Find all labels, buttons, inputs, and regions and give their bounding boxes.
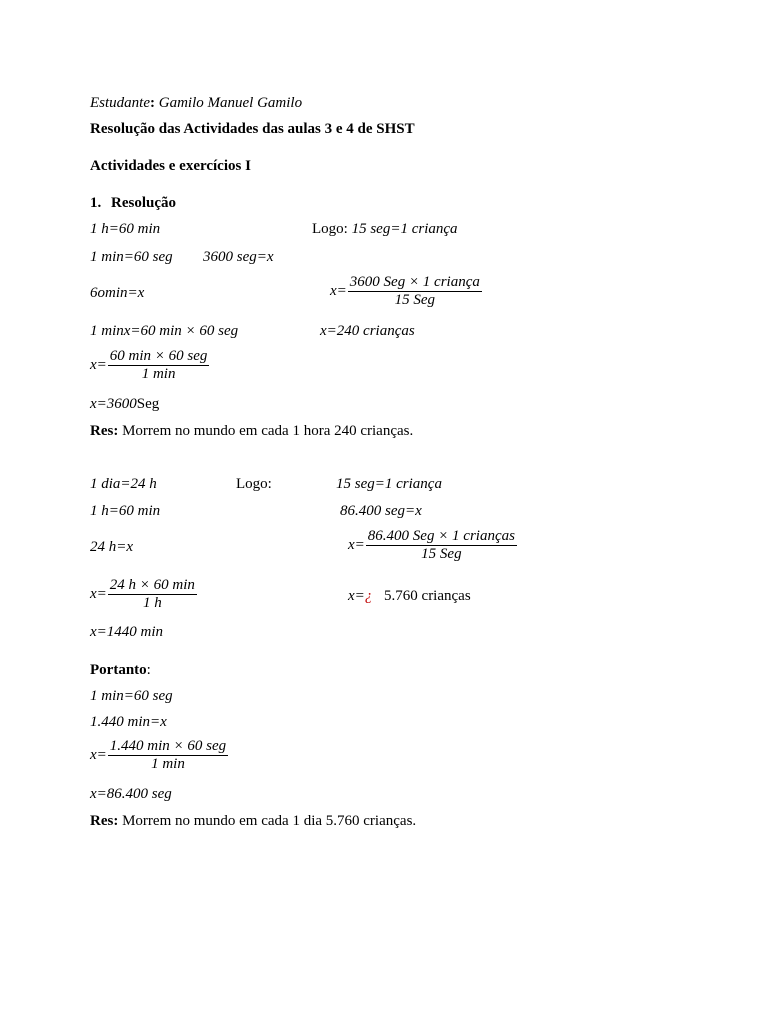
item-number: 1. <box>90 195 102 211</box>
p2-eq5: x=1440 min <box>90 624 164 640</box>
p3-result <box>90 812 416 830</box>
p1-frac2-numerator: 60 min × 60 seg <box>109 348 208 364</box>
p3-frac-denominator: 1 min <box>151 756 185 772</box>
p3-eq3: x=86.400 seg <box>90 786 172 802</box>
p3-frac-numerator: 1.440 min × 60 seg <box>109 738 227 754</box>
p2-frac2-denominator: 1 h <box>142 595 162 611</box>
p3-eq1: 1 min=60 seg <box>90 688 173 704</box>
p1-frac1-numerator: 3600 Seg × 1 criança <box>349 274 480 290</box>
p2-frac1-numerator: 86.400 Seg × 1 crianças <box>367 528 515 544</box>
p3-res-text: Morrem no mundo em cada 1 dia 5.760 crianças. <box>122 813 417 829</box>
student-label: Estudante <box>90 95 150 111</box>
student-name: Gamilo Manuel Gamilo <box>158 95 303 111</box>
section-heading: Actividades e exercícios I <box>90 158 251 174</box>
p1-logo-label: Logo: <box>312 221 348 237</box>
p2-frac1-denominator: 15 Seg <box>421 546 462 562</box>
p1-eq2b: 3600 seg=x <box>203 249 274 265</box>
p2-fraction-criancas: x= $\frac{\text{86.400 Seg × 1 crianças}}{\text{15 Seg}}$ <box>348 528 515 562</box>
portanto-heading: Portanto: <box>90 662 151 678</box>
p2-eq3: 24 h=x <box>90 539 134 555</box>
p1-eq2: 1 min=60 seg <box>90 249 173 265</box>
document-title: Resolução das Actividades das aulas 3 e 4 de SHST <box>90 121 415 137</box>
p1-res-text: Morrem no mundo em cada 1 hora 240 crianças. <box>122 423 414 439</box>
p2-fraction-min: x= $\frac{24 h \times 60 \min}{1 h}$ <box>90 577 195 611</box>
p2-eq4: x=¿ 5.760 crianças <box>348 588 471 604</box>
p1-eq4: 1 minx=60 min × 60 seg <box>90 323 239 339</box>
p2-frac2-numerator: 24 h × 60 min <box>109 577 195 593</box>
student-line: Estudante: Gamilo Manuel Gamilo <box>90 95 303 111</box>
p2-eq2b: 86.400 seg=x <box>340 503 422 519</box>
p2-logo-label: Logo: <box>236 476 272 492</box>
p1-eq3: 6omin=x <box>90 285 145 301</box>
item-title: Resolução <box>111 195 176 211</box>
p2-eq2: 1 h=60 min <box>90 503 161 519</box>
p1-eq5: x=3600Seg <box>90 396 160 412</box>
p1-frac1-denominator: 15 Seg <box>394 292 436 308</box>
p1-res-label: Res: <box>90 423 119 439</box>
p2-eq1: 1 dia=24 h <box>90 476 157 492</box>
p1-fraction-seg: x= $\frac{\text{60 min × 60 seg}}{1 \min}$ <box>90 348 208 382</box>
p3-res-label: Res: <box>90 813 119 829</box>
item-heading <box>90 194 176 212</box>
p2-eq4-value: 5.760 crianças <box>384 588 471 604</box>
p1-frac2-denominator: 1 min <box>141 366 176 382</box>
p3-eq2: 1.440 min=x <box>90 714 167 730</box>
p1-logo-eq: 15 seg=1 criança <box>351 221 458 237</box>
p1-logo <box>312 220 458 238</box>
p3-fraction: x= $\frac{\text{1.440 min × 60 seg}}{1 \min}$ <box>90 738 227 772</box>
p1-result <box>90 422 413 440</box>
p2-eq4-mark: ¿ <box>364 588 373 604</box>
p2-logo-eq: 15 seg=1 criança <box>336 476 442 492</box>
p1-eq1: 1 h=60 min <box>90 221 161 237</box>
p1-eq4b: x=240 crianças <box>320 323 415 339</box>
p1-fraction-criancas: x= $\frac{\text{3600 Seg × 1 criança}}{\text{15 Seg}}$ <box>330 274 480 308</box>
